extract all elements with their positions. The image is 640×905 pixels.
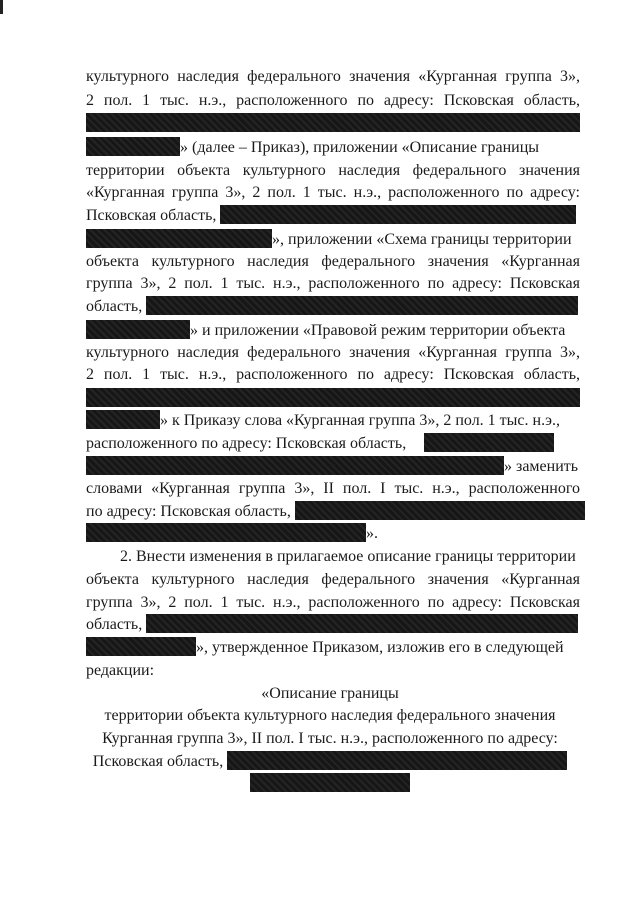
text-line: по адресу: Псковская область, [86,501,580,523]
text-line: группа 3», 2 пол. 1 тыс. н.э., расположенного по адресу: Псковская [86,594,580,611]
redaction-block [86,229,272,248]
text-line: » (далее – Приказ), приложении «Описание границы [86,137,580,159]
text-line: ». [86,523,580,545]
heading-line: Псковская область, [60,751,600,773]
redaction-block [86,113,580,132]
text-line: » к Приказу слова «Курганная группа 3», 2 пол. 1 тыс. н.э., [86,410,580,432]
corner-mark [0,0,3,14]
text-line: » и приложении «Правовой режим территории объекта [86,320,580,342]
redaction-block [295,501,585,520]
redaction-block [250,773,410,792]
text-line: культурного наследия федерального значения «Курганная группа 3», [86,344,580,361]
text-line: » заменить [86,456,580,478]
text-line: 2 пол. 1 тыс. н.э., расположенного по адресу: Псковская область, [86,366,580,383]
text-line: редакции: [86,662,155,679]
redaction-block [86,137,180,156]
text-line: », утвержденное Приказом, изложив его в следующей [86,637,580,659]
text-line: словами «Курганная группа 3», II пол. I тыс. н.э., расположенного [86,480,580,497]
text-line: расположенного по адресу: Псковская область, [86,433,580,455]
redaction-block [86,456,504,475]
redaction-block [86,320,190,339]
paragraph-2-start: 2. Внести изменения в прилагаемое описание границы территории [120,548,576,565]
text-line: область, [86,296,580,318]
redacted-line [86,388,580,410]
redaction-block [86,523,366,542]
heading-line: территории объекта культурного наследия федерального значения [104,707,556,724]
redaction-block [146,614,578,633]
text-line: группа 3», 2 пол. 1 тыс. н.э., расположенного по адресу: Псковская [86,275,580,292]
text-line: объекта культурного наследия федерального значения «Курганная [86,571,580,588]
redacted-line [60,773,600,795]
redaction-block [424,433,554,452]
redaction-block [220,205,576,224]
text-line: «Курганная группа 3», 2 пол. 1 тыс. н.э., расположенного по адресу: [86,184,580,201]
heading-line: «Описание границы [261,685,399,702]
text-line: объекта культурного наследия федерального значения «Курганная [86,253,580,270]
redaction-block [86,410,160,429]
redaction-block [146,296,578,315]
redaction-block [227,751,567,770]
text-line: область, [86,614,580,636]
redacted-line [86,113,580,135]
text-line: культурного наследия федерального значения «Курганная группа 3», [86,68,580,85]
heading-line: Курганная группа 3», II пол. I тыс. н.э., расположенного по адресу: [102,730,558,747]
text-line: 2 пол. 1 тыс. н.э., расположенного по адресу: Псковская область, [86,92,580,109]
text-line: территории объекта культурного наследия федерального значения [86,162,580,179]
redaction-block [86,637,196,656]
redaction-block [86,388,580,407]
text-line: », приложении «Схема границы территории [86,229,580,251]
text-line: Псковская область, [86,205,580,227]
